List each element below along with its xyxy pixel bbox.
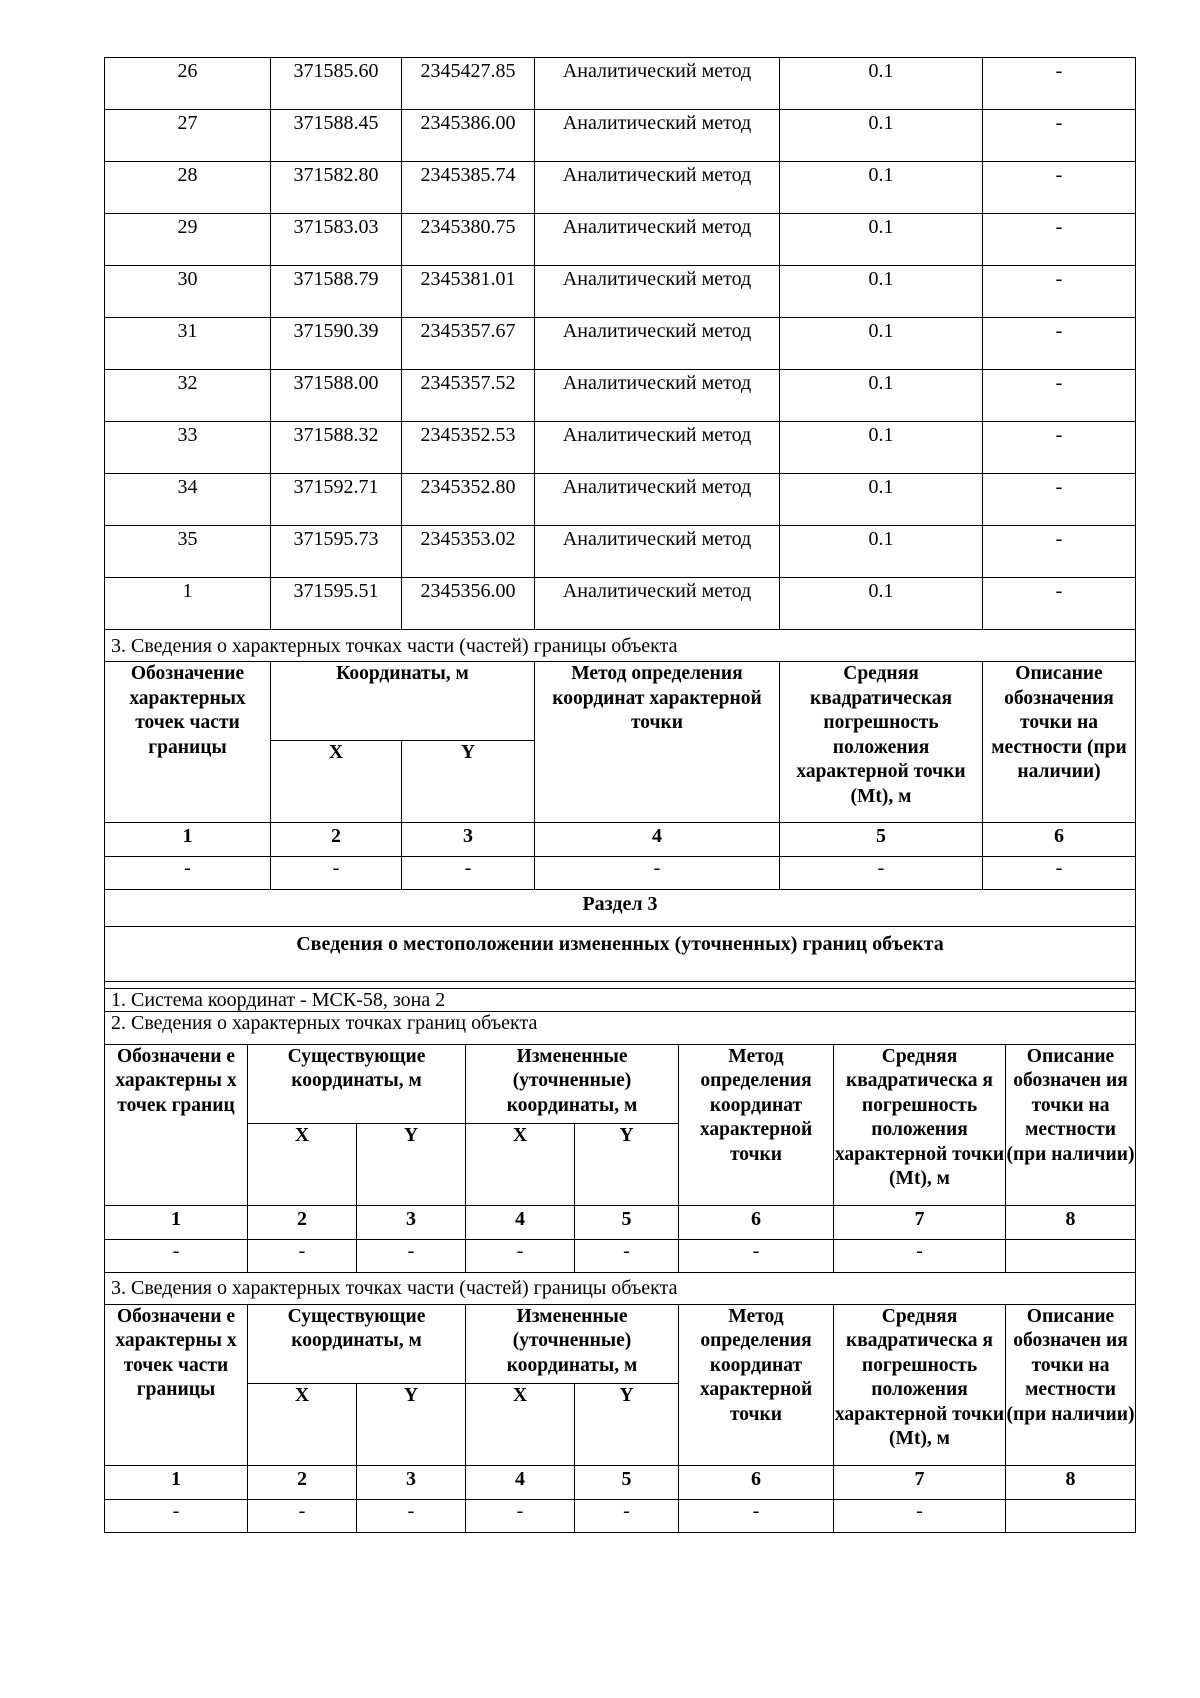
empty-cell: - xyxy=(780,857,983,890)
t1-header-x1: X xyxy=(248,1123,357,1205)
t1-header-existing: Существующие координаты, м xyxy=(248,1044,466,1123)
empty-cell xyxy=(1006,1239,1136,1272)
table-row xyxy=(105,110,1136,162)
column-number: 7 xyxy=(834,1465,1006,1499)
description: - xyxy=(983,578,1136,630)
point-number: 33 xyxy=(105,422,271,474)
coord-x: 371585.60 xyxy=(271,58,402,110)
table-row xyxy=(105,58,1136,110)
header-y: Y xyxy=(402,741,535,823)
point-number: 30 xyxy=(105,266,271,318)
coord-x: 371583.03 xyxy=(271,214,402,266)
t2-header-row xyxy=(105,1304,1136,1383)
empty-cell: - xyxy=(248,1239,357,1272)
empty-cell: - xyxy=(466,1239,575,1272)
coord-y: 2345356.00 xyxy=(402,578,535,630)
mt-value: 0.1 xyxy=(780,422,983,474)
column-number: 8 xyxy=(1006,1465,1136,1499)
t1-header-changed: Измененные (уточненные) координаты, м xyxy=(466,1044,679,1123)
mt-value: 0.1 xyxy=(780,214,983,266)
mt-value: 0.1 xyxy=(780,578,983,630)
t2-header-designation: Обозначени е характерны х точек части границы xyxy=(105,1304,248,1465)
column-number: 1 xyxy=(105,1465,248,1499)
column-number: 5 xyxy=(575,1465,679,1499)
coord-y: 2345386.00 xyxy=(402,110,535,162)
part-numbers-row xyxy=(105,823,1136,857)
mt-value: 0.1 xyxy=(780,58,983,110)
method: Аналитический метод xyxy=(535,422,780,474)
description: - xyxy=(983,110,1136,162)
header-mt: Средняя квадратическая погрешность положения характерной точки (Mt), м xyxy=(780,662,983,823)
coord-y: 2345357.52 xyxy=(402,370,535,422)
t2-header-x1: X xyxy=(248,1383,357,1465)
empty-cell: - xyxy=(679,1239,834,1272)
point-number: 32 xyxy=(105,370,271,422)
column-number: 7 xyxy=(834,1205,1006,1239)
empty-cell: - xyxy=(105,857,271,890)
coord-y: 2345353.02 xyxy=(402,526,535,578)
point-number: 28 xyxy=(105,162,271,214)
empty-cell: - xyxy=(271,857,402,890)
column-number: 5 xyxy=(575,1205,679,1239)
part-title-2: 3. Сведения о характерных точках части (частей) границы объекта xyxy=(105,1272,1136,1304)
column-number: 2 xyxy=(248,1465,357,1499)
t2-title-row xyxy=(105,1272,1136,1304)
t1-header-y2: Y xyxy=(575,1123,679,1205)
method: Аналитический метод xyxy=(535,58,780,110)
table-row xyxy=(105,422,1136,474)
t2-header-mt: Средняя квадратическа я погрешность положения характерной точки (Mt), м xyxy=(834,1304,1006,1465)
column-number: 6 xyxy=(679,1205,834,1239)
t2-empty-row xyxy=(105,1499,1136,1532)
coord-x: 371592.71 xyxy=(271,474,402,526)
description: - xyxy=(983,474,1136,526)
description: - xyxy=(983,58,1136,110)
coord-y: 2345352.53 xyxy=(402,422,535,474)
point-number: 35 xyxy=(105,526,271,578)
coord-y: 2345357.67 xyxy=(402,318,535,370)
coord-y: 2345427.85 xyxy=(402,58,535,110)
coord-x: 371595.51 xyxy=(271,578,402,630)
description: - xyxy=(983,318,1136,370)
empty-cell: - xyxy=(983,857,1136,890)
empty-cell: - xyxy=(402,857,535,890)
section3-title-row xyxy=(105,927,1136,982)
description: - xyxy=(983,526,1136,578)
part-section-title-row xyxy=(105,630,1136,662)
empty-cell: - xyxy=(834,1499,1006,1532)
points-title-row xyxy=(105,1012,1136,1045)
point-number: 31 xyxy=(105,318,271,370)
empty-cell: - xyxy=(357,1499,466,1532)
t1-empty-row xyxy=(105,1239,1136,1272)
coord-x: 371588.32 xyxy=(271,422,402,474)
empty-cell: - xyxy=(834,1239,1006,1272)
part-empty-row xyxy=(105,857,1136,890)
coord-y: 2345380.75 xyxy=(402,214,535,266)
section3-title: Сведения о местоположении измененных (уточненных) границ объекта xyxy=(105,927,1136,982)
table-row xyxy=(105,370,1136,422)
mt-value: 0.1 xyxy=(780,110,983,162)
method: Аналитический метод xyxy=(535,578,780,630)
t2-header-existing: Существующие координаты, м xyxy=(248,1304,466,1383)
points-table xyxy=(104,57,1136,1045)
column-number: 4 xyxy=(466,1205,575,1239)
coord-system: 1. Система координат - МСК-58, зона 2 xyxy=(105,989,1136,1012)
t1-numbers-row xyxy=(105,1205,1136,1239)
point-number: 27 xyxy=(105,110,271,162)
column-number: 3 xyxy=(357,1465,466,1499)
t1-header-y1: Y xyxy=(357,1123,466,1205)
empty-cell: - xyxy=(679,1499,834,1532)
document-page xyxy=(104,57,1135,1533)
column-number: 1 xyxy=(105,823,271,857)
mt-value: 0.1 xyxy=(780,162,983,214)
header-coords: Координаты, м xyxy=(271,662,535,741)
point-number: 34 xyxy=(105,474,271,526)
t1-header-method: Метод определения координат характерной точки xyxy=(679,1044,834,1205)
coord-y: 2345385.74 xyxy=(402,162,535,214)
coord-system-row xyxy=(105,989,1136,1012)
point-number: 1 xyxy=(105,578,271,630)
table-row xyxy=(105,526,1136,578)
column-number: 4 xyxy=(535,823,780,857)
mt-value: 0.1 xyxy=(780,526,983,578)
empty-cell xyxy=(1006,1499,1136,1532)
coord-x: 371588.45 xyxy=(271,110,402,162)
coord-y: 2345352.80 xyxy=(402,474,535,526)
spacer xyxy=(105,982,1136,989)
description: - xyxy=(983,266,1136,318)
empty-cell: - xyxy=(248,1499,357,1532)
description: - xyxy=(983,370,1136,422)
t2-header-x2: X xyxy=(466,1383,575,1465)
t2-header-desc: Описание обозначен ия точки на местности (при наличии) xyxy=(1006,1304,1136,1465)
table-row xyxy=(105,162,1136,214)
method: Аналитический метод xyxy=(535,318,780,370)
method: Аналитический метод xyxy=(535,162,780,214)
method: Аналитический метод xyxy=(535,214,780,266)
header-x: X xyxy=(271,741,402,823)
header-method: Метод определения координат характерной точки xyxy=(535,662,780,823)
method: Аналитический метод xyxy=(535,526,780,578)
part-header-row xyxy=(105,662,1136,741)
coord-x: 371588.79 xyxy=(271,266,402,318)
method: Аналитический метод xyxy=(535,110,780,162)
coord-y: 2345381.01 xyxy=(402,266,535,318)
column-number: 2 xyxy=(271,823,402,857)
section3-label-row xyxy=(105,890,1136,927)
description: - xyxy=(983,162,1136,214)
mt-value: 0.1 xyxy=(780,266,983,318)
empty-cell: - xyxy=(575,1239,679,1272)
column-number: 3 xyxy=(402,823,535,857)
t2-header-y2: Y xyxy=(575,1383,679,1465)
empty-cell: - xyxy=(105,1239,248,1272)
section3-label: Раздел 3 xyxy=(105,890,1136,927)
t1-header-designation: Обозначени е характерны х точек границ xyxy=(105,1044,248,1205)
table-row xyxy=(105,578,1136,630)
spacer-row xyxy=(105,982,1136,989)
t2-header-method: Метод определения координат характерной точки xyxy=(679,1304,834,1465)
method: Аналитический метод xyxy=(535,370,780,422)
header-designation: Обозначение характерных точек части границы xyxy=(105,662,271,823)
mt-value: 0.1 xyxy=(780,370,983,422)
empty-cell: - xyxy=(105,1499,248,1532)
point-number: 26 xyxy=(105,58,271,110)
column-number: 1 xyxy=(105,1205,248,1239)
header-desc: Описание обозначения точки на местности (при наличии) xyxy=(983,662,1136,823)
column-number: 5 xyxy=(780,823,983,857)
t1-header-desc: Описание обозначен ия точки на местности (при наличии) xyxy=(1006,1044,1136,1205)
method: Аналитический метод xyxy=(535,474,780,526)
table-row xyxy=(105,266,1136,318)
column-number: 2 xyxy=(248,1205,357,1239)
column-number: 6 xyxy=(983,823,1136,857)
table-row xyxy=(105,214,1136,266)
coord-x: 371588.00 xyxy=(271,370,402,422)
table-row xyxy=(105,474,1136,526)
points-title: 2. Сведения о характерных точках границ объекта xyxy=(105,1012,1136,1045)
method: Аналитический метод xyxy=(535,266,780,318)
column-number: 3 xyxy=(357,1205,466,1239)
column-number: 4 xyxy=(466,1465,575,1499)
t2-numbers-row xyxy=(105,1465,1136,1499)
t1-header-x2: X xyxy=(466,1123,575,1205)
coord-x: 371582.80 xyxy=(271,162,402,214)
coord-x: 371595.73 xyxy=(271,526,402,578)
t1-header-mt: Средняя квадратическа я погрешность положения характерной точки (Mt), м xyxy=(834,1044,1006,1205)
t2-header-y1: Y xyxy=(357,1383,466,1465)
t2-header-changed: Измененные (уточненные) координаты, м xyxy=(466,1304,679,1383)
coord-x: 371590.39 xyxy=(271,318,402,370)
column-number: 6 xyxy=(679,1465,834,1499)
point-number: 29 xyxy=(105,214,271,266)
column-number: 8 xyxy=(1006,1205,1136,1239)
empty-cell: - xyxy=(357,1239,466,1272)
part-section-title: 3. Сведения о характерных точках части (частей) границы объекта xyxy=(105,630,1136,662)
table-row xyxy=(105,318,1136,370)
description: - xyxy=(983,422,1136,474)
mt-value: 0.1 xyxy=(780,474,983,526)
t1-header-row xyxy=(105,1044,1136,1123)
description: - xyxy=(983,214,1136,266)
empty-cell: - xyxy=(466,1499,575,1532)
empty-cell: - xyxy=(575,1499,679,1532)
changed-points-table xyxy=(104,1044,1136,1533)
mt-value: 0.1 xyxy=(780,318,983,370)
empty-cell: - xyxy=(535,857,780,890)
